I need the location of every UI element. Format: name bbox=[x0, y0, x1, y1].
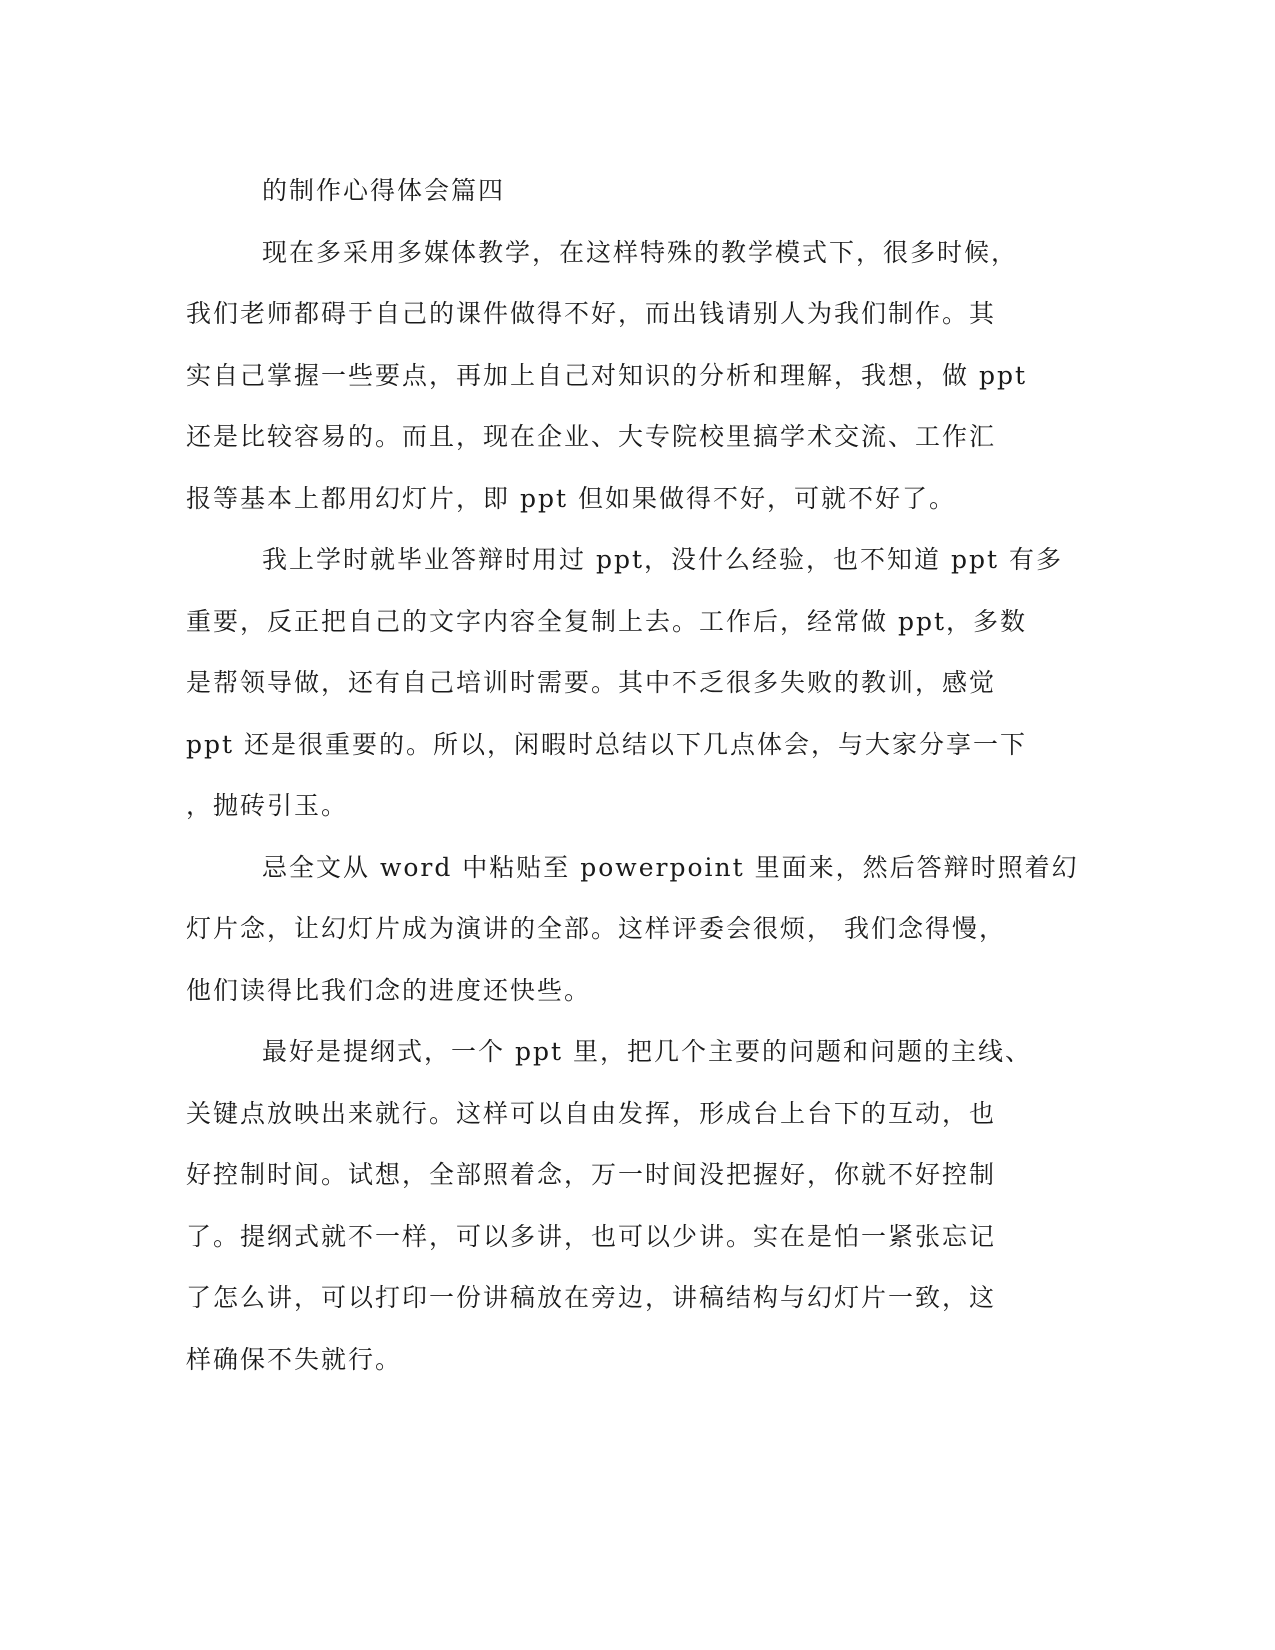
paragraph-2-line-1: 我上学时就毕业答辩时用过 ppt，没什么经验，也不知道 ppt 有多 bbox=[262, 545, 1063, 574]
paragraph-4-line-6: 样确保不失就行。 bbox=[186, 1344, 403, 1374]
paragraph-4-line-4: 了。提纲式就不一样，可以多讲，也可以少讲。实在是怕一紧张忘记 bbox=[186, 1221, 997, 1251]
paragraph-2-line-4: ppt 还是很重要的。所以，闲暇时总结以下几点体会，与大家分享一下 bbox=[186, 729, 1028, 759]
paragraph-3-line-3: 他们读得比我们念的进度还快些。 bbox=[186, 975, 592, 1005]
paragraph-4-line-5: 了怎么讲，可以打印一份讲稿放在旁边，讲稿结构与幻灯片一致，这 bbox=[186, 1283, 997, 1312]
paragraph-3-line-1: 忌全文从 word 中粘贴至 powerpoint 里面来，然后答辩时照着幻 bbox=[262, 852, 1079, 882]
paragraph-1-line-1: 现在多采用多媒体教学，在这样特殊的教学模式下，很多时候， bbox=[262, 237, 1019, 267]
paragraph-4-line-2: 关键点放映出来就行。这样可以自由发挥，形成台上台下的互动，也 bbox=[186, 1098, 997, 1128]
paragraph-2-line-5: ，抛砖引玉。 bbox=[186, 791, 349, 820]
paragraph-1-line-4: 还是比较容易的。而且，现在企业、大专院校里搞学术交流、工作汇 bbox=[186, 422, 997, 451]
document-title: 的制作心得体会篇四 bbox=[262, 176, 506, 205]
paragraph-1-line-3: 实自己掌握一些要点，再加上自己对知识的分析和理解，我想，做 ppt bbox=[186, 360, 1028, 390]
paragraph-4-line-1: 最好是提纲式，一个 ppt 里，把几个主要的问题和问题的主线、 bbox=[262, 1037, 1032, 1066]
paragraph-4-line-3: 好控制时间。试想，全部照着念，万一时间没把握好，你就不好控制 bbox=[186, 1160, 997, 1189]
paragraph-2-line-2: 重要，反正把自己的文字内容全复制上去。工作后，经常做 ppt，多数 bbox=[186, 606, 1028, 636]
paragraph-3-line-2: 灯片念，让幻灯片成为演讲的全部。这样评委会很烦， 我们念得慢， bbox=[186, 914, 1006, 943]
paragraph-1-line-5: 报等基本上都用幻灯片，即 ppt 但如果做得不好，可就不好了。 bbox=[186, 483, 956, 513]
document-body bbox=[186, 160, 1079, 1390]
paragraph-1-line-2: 我们老师都碍于自己的课件做得不好，而出钱请别人为我们制作。其 bbox=[186, 299, 997, 328]
paragraph-2-line-3: 是帮领导做，还有自己培训时需要。其中不乏很多失败的教训，感觉 bbox=[186, 668, 997, 697]
